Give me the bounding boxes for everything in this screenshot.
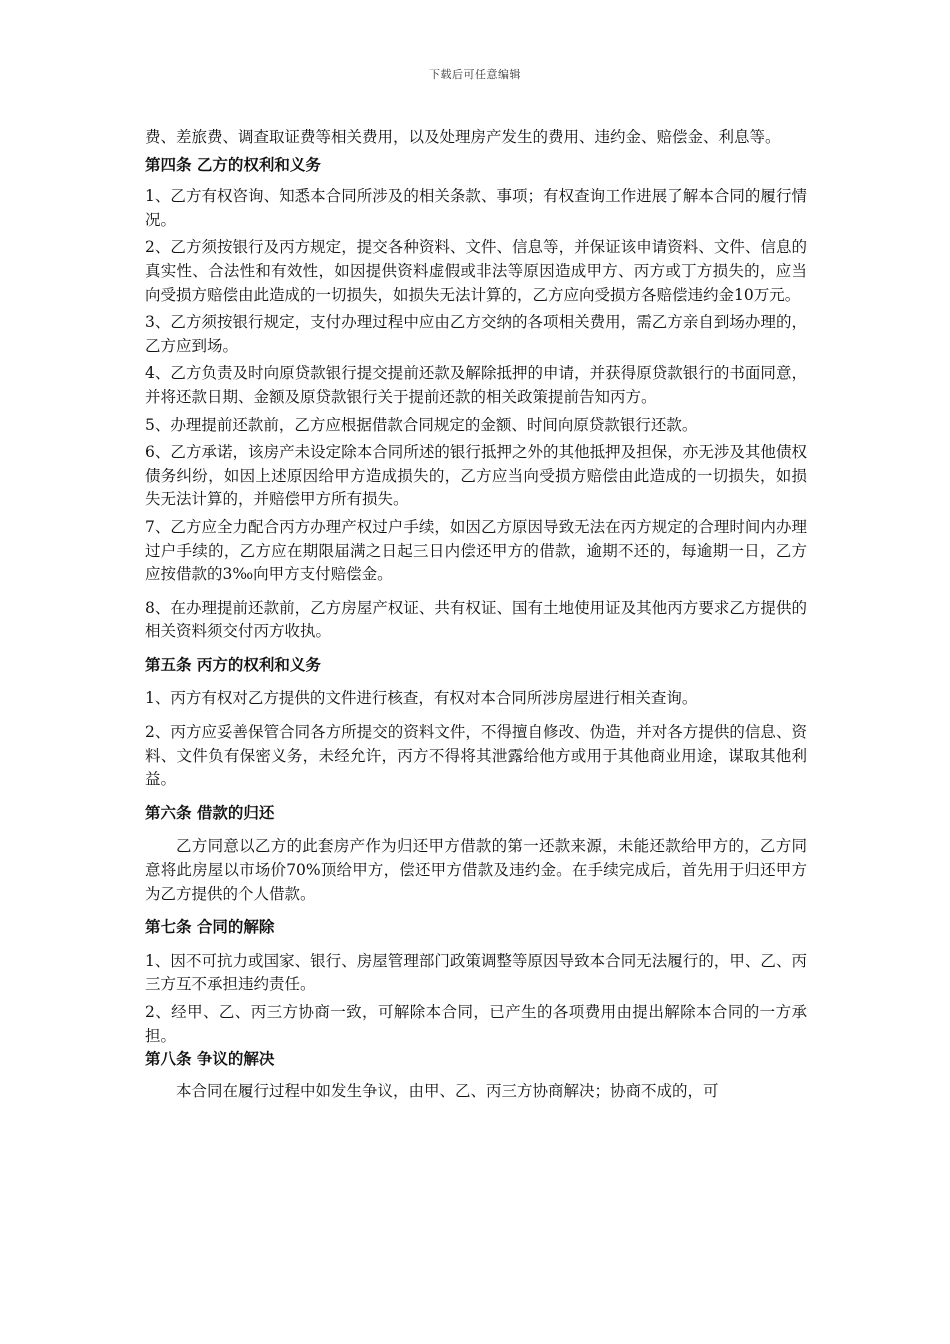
- article-4-item-7: 7、乙方应全力配合丙方办理产权过户手续，如因乙方原因导致无法在丙方规定的合理时间内办理过户手续的，乙方应在期限届满之日起三日内偿还甲方的借款，逾期不还的，每逾期一日，乙方应按借款的3‰向甲方支付赔偿金。: [145, 517, 807, 584]
- article-7-item-1: 1、因不可抗力或国家、银行、房屋管理部门政策调整等原因导致本合同无法履行的，甲、乙、丙三方互不承担违约责任。: [145, 951, 807, 994]
- article-5-item-1: 1、丙方有权对乙方提供的文件进行核查，有权对本合同所涉房屋进行相关查询。: [145, 689, 698, 708]
- article-7-item-2: 2、经甲、乙、丙三方协商一致，可解除本合同，已产生的各项费用由提出解除本合同的一方承担。: [145, 1003, 807, 1045]
- page-header: 下载后可任意编辑: [429, 68, 521, 81]
- article-8-text: 本合同在履行过程中如发生争议，由甲、乙、丙三方协商解决；协商不成的，可: [176, 1081, 719, 1100]
- paragraph-continuation: 费、差旅费、调查取证费等相关费用，以及处理房产发生的费用、违约金、赔偿金、利息等。: [145, 128, 781, 146]
- article-4-item-6: 6、乙方承诺，该房产未设定除本合同所述的银行抵押之外的其他抵押及担保，亦无涉及其他债权债务纠纷，如因上述原因给甲方造成损失的，乙方应当向受损方赔偿由此造成的一切损失，如损失无法计算的，并赔偿甲方所有损失。: [145, 443, 807, 509]
- article-4-item-2: 2、乙方须按银行及丙方规定，提交各种资料、文件、信息等，并保证该申请资料、文件、信息的真实性、合法性和有效性，如因提供资料虚假或非法等原因造成甲方、丙方或丁方损失的，应当向受损方赔偿由此造成的一切损失，如损失无法计算的，乙方应向受损方各赔偿违约金10万元。: [145, 238, 807, 304]
- article-4-item-1: 1、乙方有权咨询、知悉本合同所涉及的相关条款、事项；有权查询工作进展了解本合同的履行情况。: [145, 187, 807, 229]
- article-4-item-4: 4、乙方负责及时向原贷款银行提交提前还款及解除抵押的申请，并获得原贷款银行的书面同意，并将还款日期、金额及原贷款银行关于提前还款的相关政策提前告知丙方。: [145, 364, 807, 406]
- article-6-title: 第六条 借款的归还: [145, 803, 275, 822]
- article-7-title: 第七条 合同的解除: [145, 918, 275, 937]
- article-4-item-5: 5、办理提前还款前，乙方应根据借款合同规定的金额、时间向原贷款银行还款。: [145, 415, 698, 434]
- article-5-title: 第五条 丙方的权利和义务: [145, 655, 321, 674]
- document-body: [145, 126, 807, 1103]
- article-5-item-2: 2、丙方应妥善保管合同各方所提交的资料文件，不得擅自修改、伪造，并对各方提供的信息、资料、文件负有保密义务，未经允许，丙方不得将其泄露给他方或用于其他商业用途，谋取其他利益。: [145, 723, 807, 789]
- article-4-item-8: 8、在办理提前还款前，乙方房屋产权证、共有权证、国有土地使用证及其他丙方要求乙方提供的相关资料须交付丙方收执。: [145, 598, 807, 641]
- article-4-item-3: 3、乙方须按银行规定，支付办理过程中应由乙方交纳的各项相关费用，需乙方亲自到场办理的，乙方应到场。: [145, 313, 807, 355]
- article-6-text: 乙方同意以乙方的此套房产作为归还甲方借款的第一还款来源，未能还款给甲方的，乙方同意将此房屋以市场价70%顶给甲方，偿还甲方借款及违约金。在手续完成后，首先用于归还甲方为乙方提供的个人借款。: [145, 837, 807, 903]
- article-4-title: 第四条 乙方的权利和义务: [145, 155, 321, 174]
- article-8-title: 第八条 争议的解决: [145, 1050, 275, 1069]
